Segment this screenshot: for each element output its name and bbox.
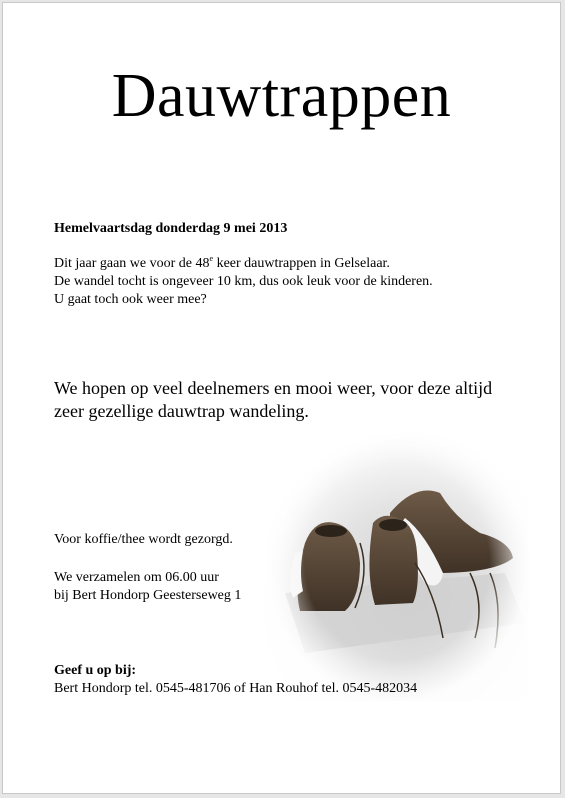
intro-line-2: De wandel tocht is ongeveer 10 km, dus ook leuk voor de kinderen. (54, 274, 433, 289)
ordinal-suffix: e (209, 254, 214, 263)
hope-line-1: We hopen op veel deelnemers en mooi weer, voor deze altijd (54, 378, 493, 398)
hiking-boots-photo (265, 423, 529, 701)
signup-contacts: Bert Hondorp tel. 0545-481706 of Han Rouhof tel. 0545-482034 (54, 681, 418, 696)
hope-line-2: zeer gezellige dauwtrap wandeling. (54, 401, 309, 421)
meet-line-2: bij Bert Hondorp Geesterseweg 1 (54, 588, 242, 603)
page-title: Dauwtrappen (111, 62, 452, 130)
signup-heading: Geef u op bij: (54, 663, 137, 678)
intro-line-1: Dit jaar gaan we voor de 48e keer dauwtrappen in Gelselaar. (54, 254, 390, 271)
intro-line-3: U gaat toch ook weer mee? (54, 292, 207, 307)
flyer-page (2, 2, 561, 794)
event-date: Hemelvaartsdag donderdag 9 mei 2013 (54, 221, 288, 236)
coffee-note: Voor koffie/thee wordt gezorgd. (54, 532, 233, 547)
meet-line-1: We verzamelen om 06.00 uur (54, 570, 219, 585)
